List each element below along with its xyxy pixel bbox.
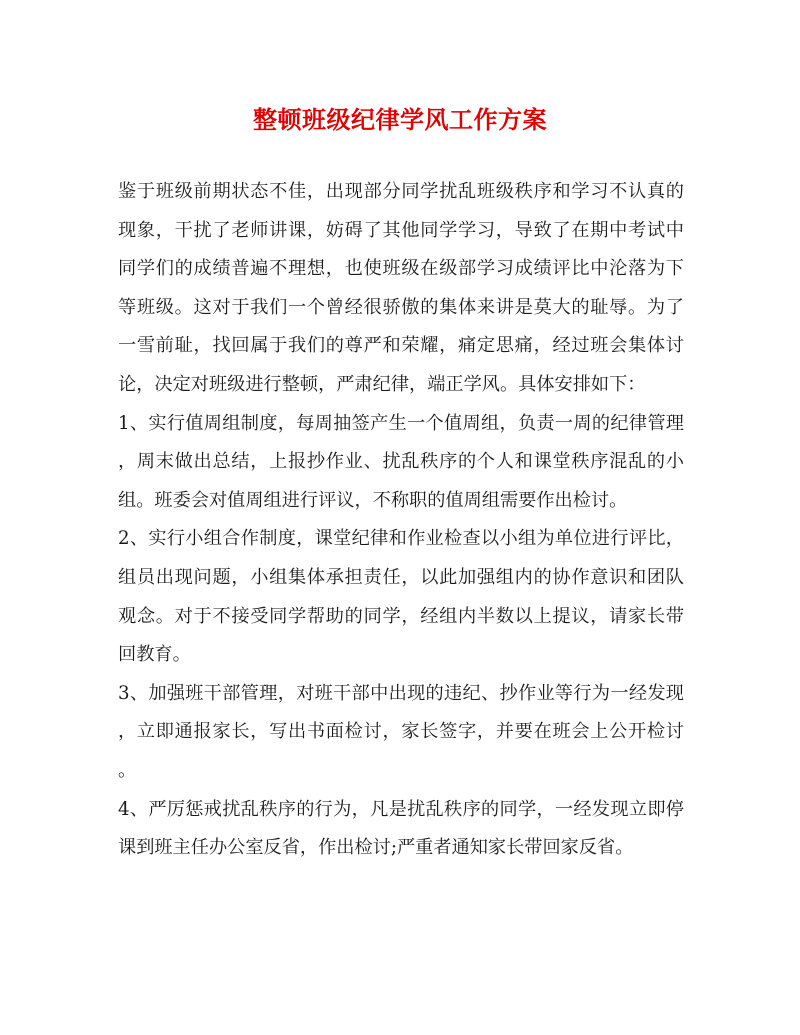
text-line: 课到班主任办公室反省，作出检讨;严重者通知家长带回家反省。 [118,837,634,859]
paragraph-intro [118,173,684,405]
text-line: 鉴于班级前期状态不佳，出现部分同学扰乱班级秩序和学习不认真的 [118,181,684,202]
text-line: 1、实行值周组制度，每周抽签产生一个值周组，负责一周的纪律管理 [118,412,684,434]
paragraph-item-1 [118,405,684,521]
paragraph-item-3 [118,675,684,791]
text-line: 回教育。 [118,644,191,666]
text-line: ，立即通报家长，写出书面检讨，家长签字，并要在班会上公开检讨 [118,721,684,743]
text-line: 观念。对于不接受同学帮助的同学，经组内半数以上提议，请家长带 [118,605,684,627]
text-line: 等班级。这对于我们一个曾经很骄傲的集体来讲是莫大的耻辱。为了 [118,296,684,318]
text-line: 组。班委会对值周组进行评议，不称职的值周组需要作出检讨。 [118,489,628,511]
document-body [118,173,684,868]
text-line: 2、实行小组合作制度，课堂纪律和作业检查以小组为单位进行评比， [118,528,684,550]
text-line: 。 [118,759,137,781]
text-line: 一雪前耻，找回属于我们的尊严和荣耀，痛定思痛，经过班会集体讨 [118,335,684,357]
text-line: 现象，干扰了老师讲课，妨碍了其他同学学习，导致了在期中考试中 [118,219,684,241]
text-line: 同学们的成绩普遍不理想，也使班级在级部学习成绩评比中沦落为下 [118,258,684,280]
text-line: ，周末做出总结，上报抄作业、扰乱秩序的个人和课堂秩序混乱的小 [118,451,684,473]
paragraph-item-2 [118,520,684,674]
text-line: 论，决定对班级进行整顿，严肃纪律，端正学风。具体安排如下： [118,373,646,395]
text-line: 组员出现问题，小组集体承担责任，以此加强组内的协作意识和团队 [118,566,684,588]
document-title: 整顿班级纪律学风工作方案 [253,105,547,134]
text-line: 4、严厉惩戒扰乱秩序的行为，凡是扰乱秩序的同学，一经发现立即停 [118,798,684,820]
paragraph-item-4 [118,791,684,868]
text-line: 3、加强班干部管理，对班干部中出现的违纪、抄作业等行为一经发现 [118,682,684,704]
